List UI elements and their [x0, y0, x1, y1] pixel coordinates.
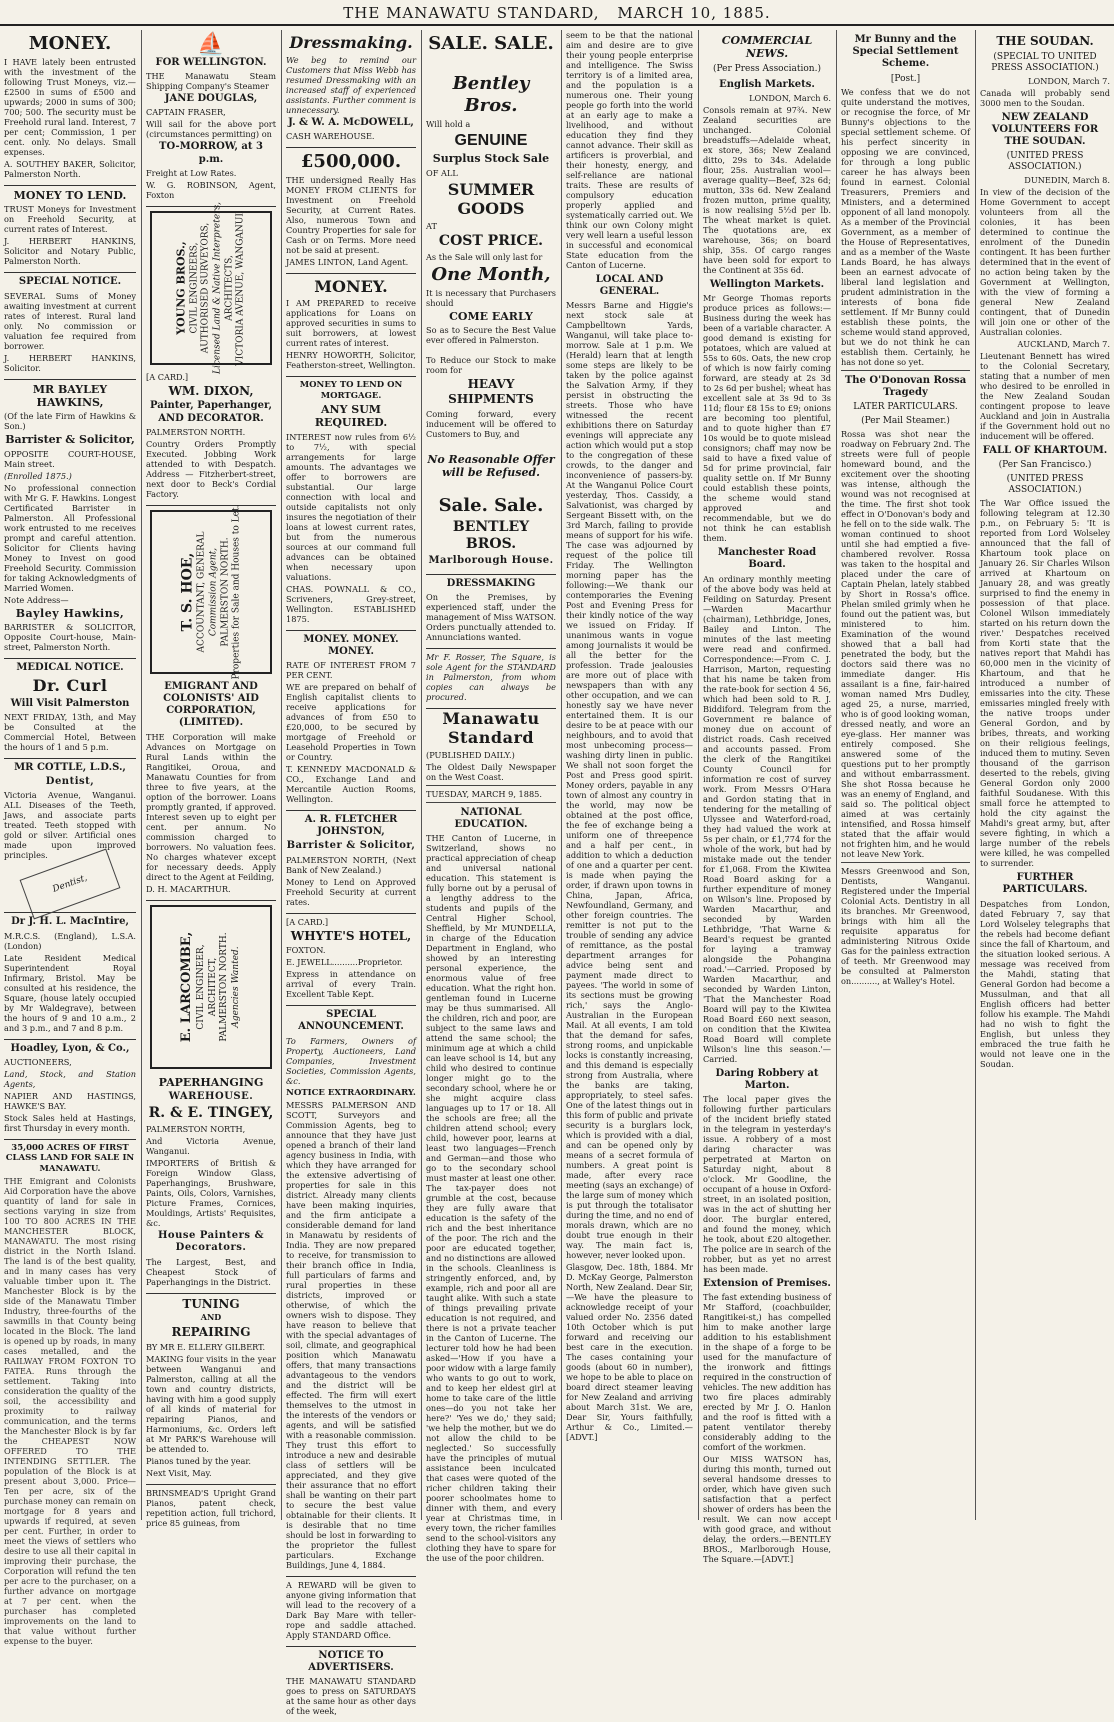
- surplus: Surplus Stock Sale: [432, 152, 550, 166]
- education-title: NATIONAL EDUCATION.: [454, 806, 528, 831]
- education-continued-body: seem to be that the national aim and desire are to give their young people enterprise and intelligence. The Swiss territory is of a limited area, and the population is a numerous one. Their young people go forth into the world at an early age to make a livelihood, and without education they find they cannot advance. Their skill as artificers is proverbial, and their honesty, energy, and self-reliance are national traits. These are results of compulsory education properly applied and systematically carried out. We think our own Colony might very well learn a useful lesson in successful and economical State education from the Canton of Lucerne.: [566, 30, 693, 270]
- bunny-body: We confess that we do not quite understand the motives, or recognise the force, of Mr Bunny's objections to the special settlement scheme. Of his perfect sincerity in opposing we are convinced, for through a long public career he has always been found in earnest. Colonial Treasurers, Premiers and Ministers, and a determined opponent of all land monopoly. As a member of the Provincial Government, as a member of the House of Representatives, and as a member of the Waste Lands Board, he has always been an earnest advocate of liberal land legislation and prudent administration in the interests of bona fide settlement. If Mr Bunny could establish these points, the scheme would stand approved, but we do not think he can establish them. Certainly, he has not done so yet.: [841, 86, 970, 367]
- soudan-body: Canada will probably send 3000 men to the Soudan.: [980, 87, 1110, 108]
- hoe-card: [150, 504, 272, 680]
- dixon-title: WM. DIXON,: [168, 383, 254, 398]
- special-body: SEVERAL Sums of Money awaiting investment at current rates of interest. Rural land only. No commission or valuation fee required from borrower.: [4, 290, 136, 351]
- tingey-address-2: And Victoria Avenue, Wanganui.: [146, 1136, 276, 1157]
- young-bros-line-3: Licensed Land & Native Interpreters,: [212, 201, 223, 374]
- edition-date: TUESDAY, MARCH 9, 1885.: [426, 788, 542, 799]
- tuning-title-3: REPAIRING: [171, 1324, 251, 1339]
- bunny-sub: [Post.]: [890, 73, 921, 84]
- standard-oldest: The Oldest Daily Newspaper on the West Coast.: [426, 761, 556, 782]
- bunny-title: Mr Bunny and the Special Settlement Scheme.: [852, 34, 959, 70]
- soudan-article: [980, 34, 1110, 1069]
- divider: [426, 785, 556, 786]
- lend-signature: J. HERBERT HANKINS, Solicitor and Notary Public, Palmerston North.: [4, 236, 136, 267]
- hawkins-body: No professional connection with Mr G. F. Hawkins. Longest Certificated Barrister in Palmerston. All Professional work entrusted to me receives prompt and careful attention. Solicitor for Clients having Money to Invest on good Freehold Security. Commission for taking Acknowledgments of Married Women.: [4, 482, 136, 593]
- tuning-by: BY MR E. ELLERY GILBERT.: [146, 1341, 266, 1352]
- tuning-tuned: Pianos tuned by the year.: [146, 1455, 251, 1466]
- brinsmead-ad: [146, 1485, 276, 1534]
- any-sum-title: ANY SUM REQUIRED.: [314, 402, 388, 430]
- larcombe-text: [179, 931, 243, 1041]
- hawkins-note: Note Address—: [4, 594, 69, 605]
- hoadley-sub-2: Land, Stock, and Station Agents,: [4, 1068, 136, 1089]
- mortgage-title: MONEY TO LEND ON MORTGAGE.: [299, 380, 403, 401]
- marlborough-house: Marlborough House.: [428, 555, 554, 567]
- steamer-line: FOR WELLINGTON.: [155, 57, 267, 68]
- column-3: [281, 30, 420, 1717]
- whyte-body: Express in attendance on arrival of every Train. Excellent Table Kept.: [286, 969, 416, 1000]
- hoe-line-2: Commission Agent,: [208, 547, 219, 636]
- acres-body: THE Emigrant and Colonists Aid Corporation have the above quantity of land for sale in sections varying in size from 100 TO 800 ACRES IN THE MANCHESTER BLOCK, MANAWATU. The most rising district in the North Island. The land is of the best quality, and in many cases has very valuable timber upon it. The Manchester Block is by the side of the Manawatu Timber Industry, three-fourths of the sawmills in that County being located in the Block. The land is opened up by roads, in many cases metalled, and the RAILWAY FROM FOXTON TO FATEA. Runs through the settlement. Taking into consideration the quality of the soil, the accessibility and proximity to railway communication, and the terms the Manchester Block is by far the CHEAPEST NOW OFFERED TO THE INTENDING SETTLER. The population of the Block is at present about 3,000. Price—Ten per acre, six of the purchase money can remain on mortgage for 8 years and upwards if required, at seven per cent. Further, in order to meet the views of settlers who desire to use all their capital in improving their purchase, the Corporation will refund the ten per acre to the purchaser, on a further advance on mortgage at 7 per cent. when the purchaser has completed improvements on the land to that value without further expense to the buyer.: [4, 1175, 136, 1646]
- bunny-article: [841, 34, 970, 986]
- larcombe-line-1: CIVIL ENGINEER,: [196, 943, 207, 1030]
- odonovan-sub: LATER PARTICULARS.: [853, 401, 958, 412]
- auckland-date: AUCKLAND, March 7.: [1017, 339, 1110, 350]
- johnston-sub: Barrister & Solicitor,: [286, 840, 416, 852]
- tuning-next: Next Visit, May.: [146, 1467, 212, 1478]
- column-4: [421, 30, 560, 1564]
- paperhanging-sub: WAREHOUSE.: [168, 1090, 254, 1102]
- tingey-stock: The Largest, Best, and Cheapest Stock of Paperhangings in the District.: [146, 1256, 276, 1287]
- heavy-shipments: HEAVY SHIPMENTS: [448, 377, 534, 406]
- macintire-body: Late Resident Medical Superintendent Royal Infirmary, Bristol. May be consulted at his residence, the Square, (house lately occupied by Mr Waldegrave), between the hours of 9 and 10 a.m., 2 and 3 p.m., and 7 and 8 p.m.: [4, 952, 136, 1033]
- standard-editorial: [426, 709, 556, 1563]
- acres-ad: [4, 1140, 136, 1652]
- larcombe-name: E. LARCOMBE,: [179, 931, 195, 1042]
- robbery-body: The local paper gives the following further particulars of the incident briefly stated in the telegram in yesterday's issue. A robbery of a most daring character was perpetrated at Marton on Saturday night, about 8 o'clock. Mr Goodline, the occupant of a house in Oxford-street, in an isolated position, was in the act of shutting her door. The burglar entered, and found the money, which he took, about £20 altogether. The police are in search of the robber, but as yet no arrest has been made.: [703, 1093, 831, 1274]
- extension-title: Extension of Premises.: [703, 1277, 831, 1289]
- hoe-line-4: Properties for Sale and Houses to Let.: [231, 504, 242, 680]
- steamer-agent: W. G. ROBINSON, Agent, Foxton: [146, 179, 276, 200]
- nz-volunteers-date: DUNEDIN, March 8.: [1024, 175, 1110, 186]
- column-8: [975, 30, 1114, 1520]
- hawkins-sub: (Of the late Firm of Hawkins & Son.): [4, 411, 136, 432]
- pownall-ad: [286, 377, 416, 631]
- hawkins-title-2: Barrister & Solicitor,: [5, 433, 135, 447]
- steamer-captain: CAPTAIN FRASER,: [146, 107, 226, 118]
- young-bros-text: [174, 202, 247, 374]
- whyte-title: WHYTE'S HOTEL,: [290, 928, 412, 943]
- emigrant-signature: D. H. MACARTHUR.: [146, 883, 231, 894]
- dixon-address: PALMERSTON NORTH.: [146, 426, 246, 437]
- bentley-sale-ad: [426, 30, 556, 575]
- tuning-title-1: TUNING: [182, 1296, 240, 1311]
- dressmaking-title: Dressmaking.: [289, 33, 413, 52]
- money-signature: A. SOUTHEY BAKER, Solicitor, Palmerston North.: [4, 158, 136, 179]
- issue-date: MARCH 10, 1885.: [617, 4, 771, 22]
- reward-body: A REWARD will be given to anyone giving information that will lead to the recovery of a Dark Bay Mare with teller-rope and saddle attached. Apply STANDARD Office.: [286, 1580, 416, 1640]
- special-signature: J. HERBERT HANKINS, Solicitor.: [4, 352, 136, 373]
- further-title: FURTHER PARTICULARS.: [1002, 872, 1088, 896]
- commercial-sub: (Per Press Association.): [713, 63, 821, 74]
- hawkins-name: Bayley Hawkins,: [15, 606, 125, 620]
- tuning-title-2: AND: [200, 1312, 222, 1323]
- larcombe-line-4: Agencies Wanted.: [231, 945, 242, 1028]
- young-bros-line-4: ARCHITECTS,: [224, 254, 235, 321]
- dressmaking-body: We beg to remind our Customers that Miss Webb has resumed Dressmaking with an increased staff of experienced assistants. Further comment is unnecessary.: [286, 54, 416, 115]
- steamer-sail: Will sail for the above port (circumstances permitting) on: [146, 119, 276, 140]
- nz-volunteers-title: NEW ZEALAND VOLUNTEERS FOR THE SOUDAN.: [991, 111, 1099, 147]
- dixon-card: [A CARD.]: [146, 371, 189, 382]
- howorth-body: I AM PREPARED to receive applications for Loans on approved securities in sums to suit borrowers, at lowest current rates of interest.: [286, 298, 416, 349]
- curl-title: Dr. Curl: [32, 676, 108, 696]
- no-reasonable: No Reasonable Offer will be Refused.: [427, 452, 555, 479]
- whyte-proprietor: E. JEWELL..........Proprietor.: [286, 957, 403, 968]
- howorth-signature: HENRY HOWORTH, Solicitor, Featherston-street, Wellington.: [286, 350, 416, 371]
- cottle-ad: [4, 759, 136, 913]
- nz-volunteers-body: In view of the decision of the Home Government to accept volunteers from all the colonies, it has been determined to continue the enrolment of the Dunedin contingent. It has been further determined that in the event of no action being taken by the Government at Wellington, with the view of forming a general New Zealand contingent, that of Dunedin will join one or other of the Australian colonies.: [980, 187, 1110, 338]
- hawkins-ad: [4, 380, 136, 660]
- soudan-sub: (SPECIAL TO UNITED PRESS ASSOCIATION.): [991, 51, 1099, 73]
- dixon-ad: [146, 369, 276, 506]
- young-bros-line-5: VICTORIA AVENUE, WANGANUI.: [235, 209, 246, 366]
- johnston-address: PALMERSTON NORTH, (Next Bank of New Zealand.): [286, 854, 416, 875]
- watson-advert: Our MISS WATSON has, during this month, turned out several handsome dresses to order, which have given such satisfaction that a perfect shower of orders has been the result. We can now accept with good grace, and without delay, the orders.—BENTLEY BROS., Marlborough House, The Square.—[ADVT.]: [703, 1454, 831, 1565]
- khartoum-sub: (UNITED PRESS ASSOCIATION.): [1006, 474, 1084, 496]
- medical-title: MEDICAL NOTICE.: [16, 662, 124, 674]
- howorth-title: MONEY.: [314, 276, 388, 296]
- bentley-bros-title: BENTLEY BROS.: [452, 519, 530, 553]
- secure: So as to Secure the Best Value ever offered in Palmerston.: [426, 325, 556, 346]
- dixon-sub: Painter, Paperhanger, AND DECORATOR.: [149, 400, 273, 424]
- young-bros-card: [150, 201, 272, 374]
- hawkins-footer: BARRISTER & SOLICITOR, Opposite Court-house, Main-street, Palmerston North.: [4, 622, 136, 653]
- khartoum-via: (Per San Francisco.): [998, 460, 1092, 471]
- odonovan-body: Rossa was shot near the roadway on February 2nd. The streets were full of people homeward bound, and the excitement over the shooting was intense, although the wound was not recognised at the time. The first shot took effect in O'Donovan's body and he fell on to the side walk. The woman continued to shoot until she had emptied a five-chambered revolver. Rossa was taken to the hospital and placed under the care of Captain Phelan, lately stabbed by Short in Rossa's office. Phelan smiled grimly when he found out the patient was, but ministered to him. Examination of the wound showed that a ball had penetrated the body, but the doctors said there was no immediate danger. His assailant is a fine, fair-haired woman named Mrs Dudley, aged 25, a nurse, married, who is of good looking woman, dressed neatly, and wore an eye-glass. Her manner was entirely composed. She answered some of the questions put to her promptly and without embarrassment. She shot Rossa because he was an enemy of England, and said so. The political object aimed at was certainly intensified, and Rossa himself stated that the affair would not frighten him, and he would not leave New York.: [841, 428, 971, 859]
- cottle-sub: Dentist,: [45, 776, 95, 788]
- soudan-date: LONDON, March 7.: [1028, 75, 1110, 86]
- column-7: [836, 30, 974, 1520]
- wellington-markets-body: Mr George Thomas reports produce prices as follows:—Business during the week has been of a variable character. A good demand is existing for potatoes, which are valued at 55s to 60s. Oats, the new crop of which is now fairly coming forward, are steady at 2s 3d to 2s 6d per bushel; wheat has excellent sale at 3s 9d to 3s 11d; flour £8 15s to £9; onions are becoming too plentiful, and to quote higher than £7 10s would be to quote mislead consignors; chaff may now be said to have a fixed value of 5d for prime provincial, fair quality settle on. If Mr Bunny could establish these points, the scheme would stand approved and recommendable, but we do not think he can establish them.: [703, 293, 831, 544]
- extraordinary-body: MESSRS PALMERSON AND SCOTT, Surveyors and Commission Agents, beg to announce that they have just opened a branch of their land agency business in India, with which they have arranged for the extensive advertising of properties for sale in this district. Already many clients have been making inquiries, and the firm anticipate a considerable demand for land in Manawatu by residents of India. They are now prepared to receive, for transmission to their branch office in India, full particulars of farms and rural properties in these districts, improved or otherwise, of which the owners wish to dispose. They have reason to believe that with the special advantages of soil, climate, and geographical position which Manawatu offers, that many transactions advantageous to the vendors and the district will be effected. The firm will exert themselves to the utmost in the interests of the vendors or agents, and will be satisfied with a reasonable commission. They trust this effort to introduce a new and desirable class of settlers will be appreciated, and they give their assurance that no effort shall be wanting on their part to secure the best value obtainable for their clients. It is desirable that no time should be lost in forwarding to the proprietor the fullest particulars. Exchange Buildings, June 4, 1884.: [286, 1100, 416, 1570]
- hawkins-address: OPPOSITE COURT-HOUSE, Main street.: [4, 448, 136, 469]
- special-title: SPECIAL NOTICE.: [18, 276, 122, 288]
- johnston-ad: [286, 811, 416, 914]
- divider: [426, 802, 556, 803]
- money-money-rate: RATE OF INTEREST FROM 7 PER CENT.: [286, 660, 416, 681]
- wellington-markets-title: Wellington Markets.: [709, 278, 825, 290]
- acres-title: 35,000 ACRES OF FIRST CLASS LAND FOR SALE IN MANAWATU.: [5, 1142, 135, 1174]
- road-board-title: Manchester Road Board.: [717, 547, 817, 571]
- announcement-body: To Farmers, Owners of Property, Auctioneers, Land Companies, Investment Societies, Commission Agents, &c.: [286, 1035, 416, 1086]
- cottle-title: MR COTTLE, L.D.S.,: [14, 762, 126, 774]
- amount-title: £500,000.: [300, 150, 402, 172]
- khartoum-title: FALL OF KHARTOUM.: [982, 445, 1108, 457]
- only-for: As the Sale will only last for: [426, 251, 543, 262]
- lend-title: MONEY TO LEND.: [13, 188, 127, 202]
- english-markets-title: English Markets.: [719, 78, 815, 90]
- macdonald-ad: [286, 631, 416, 811]
- dressmaking-premises-ad: [426, 575, 556, 649]
- of-all: OF ALL: [426, 167, 458, 178]
- young-bros-line-2: AUTHORISED SURVEYORS,: [200, 222, 211, 354]
- howorth-ad: [286, 274, 416, 378]
- johnston-body: Money to Lend on Approved Freehold Security at current rates.: [286, 876, 416, 907]
- local-general-title: LOCAL AND GENERAL.: [595, 274, 664, 298]
- macintire-title: Dr J. H. L. MacIntire,: [11, 916, 129, 928]
- pownall-signature: CHAS. POWNALL & CO., Scriveners, Grey-street, Wellington. ESTABLISHED 1875.: [286, 583, 416, 624]
- sale-title: SALE. SALE.: [428, 33, 554, 54]
- further-body: Despatches from London, dated February 7, say that Lord Wolseley telegraphs that the rebels had become defiant since the fall of Khartoum, and the situation looked serious. A message was received from the Mahdi, stating that General Gordon had become a Mussulman, and that all English officers had better follow his example. The Mahdi had no wish to fight the English, but unless they embraced the true faith he would not leave one in the Soudan.: [980, 898, 1110, 1069]
- odonovan-via: (Per Mail Steamer.): [861, 415, 950, 426]
- commercial-title: COMMERCIAL NEWS.: [721, 34, 813, 61]
- macdonald-signature: T. KENNEDY MACDONALD & CO., Exchange Land and Mercantile Auction Rooms, Wellington.: [286, 764, 416, 805]
- tuning-ad: [146, 1294, 276, 1485]
- curl-visit: Will Visit Palmerston: [10, 697, 130, 709]
- tingey-house: House Painters & Decorators.: [157, 1230, 265, 1254]
- summer-goods: SUMMER GOODS: [447, 179, 535, 219]
- linton-signature: JAMES LINTON, Land Agent.: [286, 256, 409, 267]
- special-notice-ad: [4, 273, 136, 379]
- extraordinary-title: NOTICE EXTRAORDINARY.: [286, 1087, 416, 1098]
- young-bros-line-1: CIVIL ENGINEERS,: [189, 242, 200, 334]
- any-sum-body: INTEREST now rules from 6½ to 7½, with special arrangements for large amounts. The advantages we offer to borrowers are substantial. Our large connection with local and outside capitalists not only insures the negotiation of their loans at lowest current rates, but from the numerous sources at our command full advances can be obtained when necessary upon valuations.: [286, 431, 416, 582]
- hoadley-sub: AUCTIONEERS,: [4, 1056, 72, 1067]
- whyte-card: [A CARD.]: [286, 916, 329, 927]
- amount-body: THE undersigned Really Has MONEY FROM CLIENTS for Investment on Freehold Security, at Current Rates. Also, numerous Town and Country Properties for sale for Cash or on Terms. More need not be said at present.: [286, 174, 416, 255]
- soudan-title: THE SOUDAN.: [996, 34, 1094, 48]
- commercial-news: [703, 34, 831, 1564]
- come-early: COME EARLY: [449, 309, 533, 323]
- macintire-sub: M.R.C.S. (England), L.S.A. (London): [4, 930, 136, 951]
- ship-icon: ⛵: [197, 32, 225, 57]
- masthead: [0, 0, 1114, 26]
- hoadley-address: NAPIER AND HASTINGS, HAWKE'S BAY.: [4, 1090, 136, 1111]
- paper-name: THE MANAWATU STANDARD,: [343, 4, 600, 22]
- hoe-name: T. S. HOE,: [179, 552, 196, 632]
- advertisers-title: NOTICE TO ADVERTISERS.: [308, 1650, 394, 1674]
- dixon-body: Country Orders Promptly Executed. Jobbing Work attended to with Despatch. Address — Fitzherbert-street, next door to Beck's Cordial Factory.: [146, 438, 276, 499]
- extension-body: The fast extending business of Mr Stafford, (coachbuilder, Rangitikei-st,) has compelled him to make another large addition to his establishment in the shape of a forge to be used for the manufacture of the ironwork and fittings required in the construction of vehicles. The new addition has two fire places admirably erected by Mr J. O. Hanlon and the roof is fitted with a patent ventilator thereby considerably adding to the comfort of the workmen.: [703, 1292, 831, 1453]
- tingey-body: IMPORTERS of British & Foreign Window Glass, Paperhangings, Brushware, Paints, Oils, Colors, Varnishes, Picture Frames, Cornices, Mouldings, Artists' Requisites, &c.: [146, 1158, 276, 1229]
- odonovan-title: The O'Donovan Rossa Tragedy: [844, 374, 967, 398]
- steamer-date: TO-MORROW, at 3 p.m.: [159, 141, 263, 165]
- dentist-stamp-text: Dentist,: [51, 873, 89, 895]
- advertisers-notice: [286, 1647, 416, 1722]
- emigrant-body: THE Corporation will make Advances on Mortgage on Rural Lands within the Rangitikei, Oroua, and Manawatu Counties for from three to five years, at the option of the borrower. Loans promptly granted, if approved. Interest seven up to eight per cent. per annum. No commission charged to borrowers. No valuation fees. No charges whatever except for necessary deeds. Apply direct to the Agent at Feilding,: [146, 731, 276, 882]
- glasgow-letter: Glasgow, Dec. 18th, 1884. Mr D. McKay George, Palmerston North, New Zealand. Dear Sir,—We have the pleasure to acknowledge receipt of your valued order No. 2356 dated 10th October which is put forward and receiving our best care in the execution. The cases containing your goods (about 60 in number), we hope to be able to place on board direct steamer leaving for New Zealand and arriving about March 31st. We are, Dear Sir, Yours faithfully, Arthur & Co., Limited.—[ADVT.]: [566, 1262, 693, 1443]
- money-body: I HAVE lately been entrusted with the investment of the following Trust Moneys, viz.— £2500 in sums of £500 and upwards; 2000 in sums of 300; 700; 500. The security must be Freehold rural land. Interest, 7 per cent; Commission, 1 per cent. only. No delays. Small expenses.: [4, 56, 136, 157]
- steamer-body: THE Manawatu Steam Shipping Company's Steamer: [146, 71, 276, 92]
- tuning-body: MAKING four visits in the year between Wanganui and Palmerston, calling at all the town and country districts, having with him a good supply of all kinds of material for repairing Pianos, and Harmoniums, &c. Orders left at Mr PARK'S Warehouse will be attended to.: [146, 1353, 276, 1454]
- money-money-body: WE are prepared on behalf of English capitalist clients to receive applications for advances of from £50 to £20,000, to be secured by mortgage of Freehold or Leasehold Properties in Town or Country.: [286, 682, 416, 763]
- macintire-ad: [4, 913, 136, 1039]
- dressmaking-premises-body: On the Premises, by experienced staff, under the management of Miss WATSON. Orders punctually attended to. Annunciations wanted.: [426, 591, 556, 642]
- reward-ad: [286, 1577, 416, 1647]
- nz-volunteers-sub: (UNITED PRESS ASSOCIATION.): [1006, 151, 1084, 173]
- announcement-title: SPECIAL ANNOUNCEMENT.: [298, 1009, 404, 1033]
- column-6: [698, 30, 835, 1565]
- english-markets-body: Consols remain at 97¾. New Zealand securities are unchanged. Colonial breadstuffs—Adelaide wheat, ex store, 36s; New Zealand ditto, 29s to 34s. Adelaide flour, 25s. Australian wool—average quality—Beef, 32s 6d; mutton, 33s 6d. New Zealand frozen mutton, prime quality, is now realising 5½d per lb. The wheat market is quiet. The quotations are, ex warehouse, 36s; on board ship, 35s. Of cargo ranges have been sold for export to the Continent at 35s 6d.: [703, 104, 831, 275]
- robbery-title: Daring Robbery at Marton.: [715, 1067, 819, 1091]
- steamer-freight: Freight at Low Rates.: [146, 167, 237, 178]
- hoe-text: [179, 504, 244, 679]
- linton-ad: [286, 148, 416, 274]
- emigrant-ad: [146, 678, 276, 901]
- reduce: To Reduce our Stock to make room for: [426, 355, 556, 376]
- standard-title: Manawatu Standard: [442, 708, 540, 748]
- divider: [841, 862, 970, 863]
- money-ad: [4, 30, 136, 186]
- larcombe-line-2: ARCHITECT,: [207, 957, 218, 1016]
- education-body: THE Canton of Lucerne, in Switzerland, shows no practical appreciation of cheap and universal national education. This statement is fully borne out by a perusal of a lengthy address to the students and pupils of the Central Higher School, Sheffield, by Mr MUNDELLA, in charge of the Education Department in England, who showed by an interesting personal experience, the enormous value of free education. What the right hon. gentleman found in Lucerne may be thus summarised. All the children, rich and poor, are subject to the same laws and attend the same school; the minimum age at which a child can leave school is 14, but any child who desired to continue longer might go to the secondary school, where he or she might acquire class languages up to 17 or 18. All the schools are free; all the children attend school; every child, however poor, learns at least two languages—French and German—and those who go to the secondary school must master at least one other. The tax-payer does not grumble at the cost, because they are fully aware that education is the safety of the rich and the best inheritance of the poor. The rich and the poor are educated together, and no distinctions are allowed in the schools. Cleanliness is stringently enforced, and, by example, rich and poor all are taught alike. With such a state of things prevailing private education is not required, and there is not a private teacher in the Canton of Lucerne. The lecturer told how he had been asked—'How if you have a poor widow with a large family who wants to go out to work, and to keep her eldest girl at home to take care of the little ones—do you not take her here?' 'Yes we do,' they said; 'we help the mother, but we do not allow the child to be neglected.' So successfully have the principles of mutual assistance been inculcated that cases were quoted of the richer children taking their poorer schoolmates home to dinner with them, and every year at Christmas time, in every town, the richer families send to the school-visitors any clothing they have to spare for the use of the poor children.: [426, 833, 556, 1564]
- divider: [841, 370, 970, 371]
- curl-body: NEXT FRIDAY, 13th, and May be Consulted at the Commercial Hotel, Between the hours of 1 and 5 p.m.: [4, 712, 136, 753]
- khartoum-body: The War Office issued the following telegram at 12.30 p.m., on February 5: 'It is reported from Lord Wolseley announced that the fall of Khartoum took place on January 26. Sir Charles Wilson arrived at Khartoum on January 28, and was greatly surprised to find the enemy in possession of that place. Colonel Wilson immediately started on his return down the river.' Despatches received from Korti state that the natives report that Mahdi has 60,000 men in the vicinity of Khartoum, and that he introduced a number of emissaries into the city. These emissaries mingled freely with the native troops under General Gordon, and by bribes, threats, and working on their religious feelings, induced them to mutiny. Seven thousand of the garrison deserted to the rebels, giving General Gordon only 2000 faithful Soudanese. With this small force he attempted to hold the city against the Mahdi's great army, but, after severe fighting, in which a large number of the rebels were killed, he was compelled to surrender.: [980, 498, 1110, 869]
- cottle-body: Victoria Avenue, Wanganui. ALL Diseases of the Teeth, Jaws, and associate parts treated. Teeth stopped with gold or silver. Artificial ones made upon improved principles.: [4, 790, 136, 861]
- whyte-address: FOXTON.: [286, 945, 326, 956]
- announcement-ad: [286, 1006, 416, 1577]
- mcdowell-sub: CASH WAREHOUSE.: [286, 130, 375, 141]
- hoadley-ad: [4, 1040, 136, 1140]
- dressmaking-ad: [286, 30, 416, 148]
- money-money-title: MONEY. MONEY. MONEY.: [303, 633, 399, 657]
- road-board-body: An ordinary monthly meeting of the above body was held at Feilding on Saturday. Present—Warden Macarthur (chairman), Lethbridge, Jones, Bailey and Linton. The minutes of the last meeting were read and confirmed. Correspondence:—From C. J. Harrison, Marton, requesting that his name be taken from the rate-book for section 4 56, which had been sold to R. J. Biddiford. Telegram from the Government re balance of money due on account of district roads. Cash received and accounts passed. From the clerk of the Rangitikei County Council for information re cost of survey work. From Messrs O'Hara and Gordon stating that in tendering for the metalling of Ulyssee and Waterford-road, they had valued the work at 5s per chain, or £1,774 for the whole of the work, but had by mistake made out the tender for £1,068. From the Kiwitea Road Board asking for a further expenditure of money on Wilson's line. Proposed by Warden Macarthur, and seconded by Warden Lethbridge, 'That Warne & Beard's request be granted for laying a tramway alongside the Pohangina road.'—Carried. Proposed by Warden Macarthur, and seconded by Warden Linton, 'That the Manchester Road Board will pay to the Kiwitea Road Board £60 next season, on condition that the Kiwitea Road Board will complete Wilson's line this season.'—Carried.: [703, 573, 831, 1064]
- cost-price: COST PRICE.: [438, 232, 544, 249]
- hoe-line-1: ACCOUNTANT, GENERAL: [196, 531, 207, 653]
- coming: Coming forward, every inducement will be offered to Customers to Buy, and: [426, 408, 556, 439]
- necessary: It is necessary that Purchasers should: [426, 287, 556, 308]
- brinsmead-body: BRINSMEAD'S Upright Grand Pianos, patent check, repetition action, full trichord, price 85 guineas, from: [146, 1487, 276, 1528]
- johnston-title: A. R. FLETCHER JOHNSTON,: [304, 814, 398, 838]
- lend-ad: [4, 186, 136, 273]
- advertisers-body: THE MANAWATU STANDARD goes to press on SATURDAYS at the same hour as other days of the week,: [286, 1676, 416, 1717]
- steamer-ad: [146, 30, 276, 207]
- tingey-title: R. & E. TINGEY,: [148, 1105, 274, 1122]
- greenwood-advert: Messrs Greenwood and Son, Dentists, Wanganui. Registered under the Imperial Colonial Acts. Dentistry in all its branches. Mr Greenwood, brings with him all the requisite apparatus for administering Nitrous Oxide Gas for the painless extraction of teeth. Mr Greenwood may be consulted at Palmerston on.........., at Walley's Hotel.: [841, 865, 970, 986]
- emigrant-title: EMIGRANT AND COLONISTS' AID CORPORATION, (LIMITED).: [163, 680, 259, 729]
- larcombe-card: [150, 905, 272, 1069]
- whyte-ad: [286, 914, 416, 1007]
- paperhanging-title: PAPERHANGING: [158, 1075, 264, 1089]
- sale-title-2: Sale. Sale.: [438, 495, 544, 517]
- local-general-body: Messrs Barne and Higgie's next stock sale at Campbelltown Yards, Wanganui, will take place to-morrow. Sale at 1 p.m. We (Herald) learn that at length some steps are likely to be taken by the police against the Salvation Army, if they persist in obstructing the streets. Those who have witnessed the recent exhibitions there on Saturday evenings will appreciate any action which would put a stop to the congregation of these crowds, to the danger and inconvenience of passers-by. At the Wanganui Police Court yesterday, Thos. Cassidy, a Salvationist, was charged by Sergeant Bissett with, on the 3rd March, failing to provide means of support for his wife. The case was adjourned by request of the police till Friday. The Wellington morning paper has the following:—We thank our contemporaries the Evening Post and Evening Press for their kindly notice of the way we issued on Friday. If unanimous wants in vogue among journalists it would be all the better for the profession. Trade jealousies are more out of place with newspapers than with any other occupation, and we can honestly say we have never entertained them. It is our desire to be at peace with our neighbours, and to avoid that most unbecoming process—washing dirty linen in public. We shall not soon forget the Post and Press good spirit. Money orders, payable in any town of almost any country in the world, may now be obtained at the post office, the fee of exchange being a uniform one of threepence and a half per cent., in addition to which a deduction of one and a quarter per cent. is made when paying the order, if drawn upon towns in China, Japan, Africa, Newfoundland, Germany, and other foreign countries. The remitter is not put to the trouble of sending any advice of remittance, as the postal department arranges for advice being sent and payment made direct to payees. 'The world in some of its sections must be growing rich,' says the Anglo-Australian in the European Mail. At all events, I am told that the demand for safes, strong rooms, and unpickable locks is constantly increasing, and this demand is especially strong from Australia, where the banks are taking, appropriately, to steel safes. One of the latest things out in this form of public and private security is a burglars lock, which is provided with a dial, and can be opened only by means of a secret formula of numbers. A great point is made, after every race meeting (says an exchange) of the large sum of money which is put through the totalisator during the time, and no end of morals drawn, which are no doubt true enough in their way. The main fact is, however, never looked upon.: [566, 300, 693, 1261]
- column-5: [561, 30, 697, 1520]
- tingey-address: PALMERSTON NORTH,: [146, 1124, 246, 1135]
- one-month: One Month,: [431, 263, 551, 285]
- education-continued: [566, 30, 693, 1442]
- hoadley-title: Hoadley, Lyon, & Co.,: [10, 1042, 130, 1054]
- bentley-title: Bentley Bros.: [452, 72, 530, 116]
- standard-sub: (PUBLISHED DAILY.): [426, 749, 515, 760]
- column-1: [0, 30, 140, 1646]
- at-label: AT: [426, 220, 437, 231]
- english-markets-date: LONDON, March 6.: [749, 92, 831, 103]
- auckland-body: Lieutenant Bennett has wired to the Colonial Secretary, stating that a number of men who desired to be enrolled in the New Zealand Soudan contingent propose to leave Auckland and join in Australia if the Government hold out no inducement will be offered.: [980, 351, 1110, 442]
- mcdowell-title: J. & W. A. McDOWELL,: [288, 116, 414, 128]
- medical-ad: [4, 659, 136, 759]
- hoadley-body: Stock Sales held at Hastings, first Thursday in every month.: [4, 1112, 136, 1133]
- dressmaking-premises-title: DRESSMAKING: [446, 577, 536, 589]
- hawkins-title: MR BAYLEY HAWKINS,: [32, 382, 108, 409]
- young-bros-name: YOUNG BROS.,: [174, 240, 188, 335]
- hoe-line-3: PALMERSTON NORTH.: [220, 537, 231, 647]
- larcombe-line-3: PALMERSTON NORTH.: [219, 931, 230, 1042]
- lend-body: TRUST Moneys for Investment on Freehold Security, at current rates of Interest.: [4, 204, 136, 235]
- column-2: [141, 30, 280, 1528]
- agent-note-body: Mr F. Rosser, The Square, is sole Agent for the STANDARD in Palmerston, from whom copies can always be procured.: [426, 651, 556, 702]
- will-hold: Will hold a: [426, 118, 471, 129]
- money-title: MONEY.: [28, 33, 112, 54]
- agent-note: [426, 649, 556, 709]
- genuine: GENUINE: [454, 131, 528, 149]
- steamer-name: JANE DOUGLAS,: [164, 93, 258, 105]
- tingey-ad: [146, 1073, 276, 1294]
- hawkins-enrolled: (Enrolled 1875.): [4, 470, 72, 481]
